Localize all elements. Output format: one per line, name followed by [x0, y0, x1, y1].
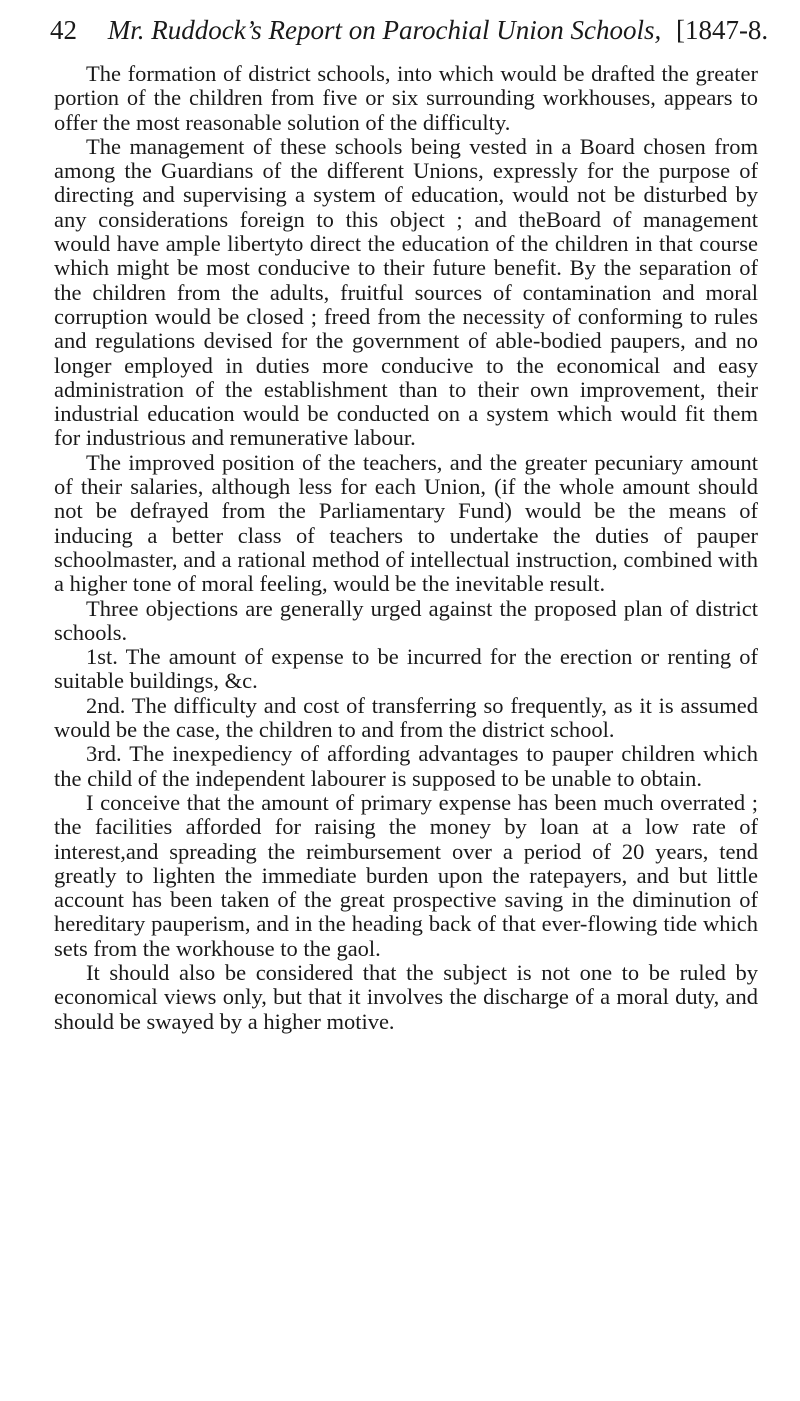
- paragraph-district-schools: The formation of district schools, into which would be drafted the greater portion of the children from five or six surrounding workhouses, appears to offer the most reasonable solution of the difficulty.: [54, 61, 758, 135]
- body-text: [54, 62, 758, 1034]
- running-year: [1847-8.: [675, 15, 769, 45]
- paragraph-objections-intro: Three objections are generally urged against the proposed plan of district schools.: [54, 595, 758, 645]
- paragraph-teachers: The improved position of the teachers, and the greater pecuniary amount of their salaries, although less for each Union, (if the whole amount should not be defrayed from the Parliamentary Fund) would be the means of inducing a better class of teachers to undertake the duties of pauper schoolmaster, and a rational method of intellectual instruction, combined with a higher tone of moral feeling, would be the inevitable result.: [54, 449, 758, 597]
- paragraph-moral-duty: It should also be considered that the subject is not one to be ruled by economical views only, but that it involves the discharge of a moral duty, and should be swayed by a higher motive.: [54, 959, 758, 1034]
- running-head: [50, 10, 769, 50]
- page-number: 42: [50, 15, 77, 45]
- paragraph-objection-second: 2nd. The difficulty and cost of transferring so frequently, as it is assumed would be the case, the children to and from the district school.: [54, 692, 758, 743]
- running-title: Mr. Ruddock’s Report on Parochial Union Schools,: [107, 15, 662, 45]
- paragraph-primary-expense: I conceive that the amount of primary expense has been much overrated ; the facilities afforded for raising the money by loan at a low rate of interest,and spreading the reimbursement over a period of 20 years, tend greatly to lighten the immediate burden upon the ratepayers, and but little account has been taken of the great prospective saving in the diminution of hereditary pauperism, and in the heading back of that ever-flowing tide which sets from the workhouse to the gaol.: [54, 789, 758, 961]
- paragraph-objection-first: 1st. The amount of expense to be incurred for the erection or renting of suitable buildings, &c.: [54, 644, 758, 694]
- paragraph-management: The management of these schools being vested in a Board chosen from among the Guardians of the different Unions, expressly for the purpose of directing and supervising a system of education, would not be disturbed by any considerations foreign to this object ; and theBoard of management would have ample libertyto direct the education of the children in that course which might be most conducive to their future benefit. By the separation of the children from the adults, fruitful sources of contamination and moral corruption would be closed ; freed from the necessity of conforming to rules and regulations devised for the government of able-bodied paupers, and no longer employed in duties more conducive to the economical and easy administration of the establishment than to their own improvement, their industrial education would be conducted on a system which would fit them for industrious and remunerative labour.: [54, 133, 758, 451]
- paragraph-objection-third: 3rd. The inexpediency of affording advantages to pauper children which the child of the independent labourer is supposed to be unable to obtain.: [54, 741, 758, 791]
